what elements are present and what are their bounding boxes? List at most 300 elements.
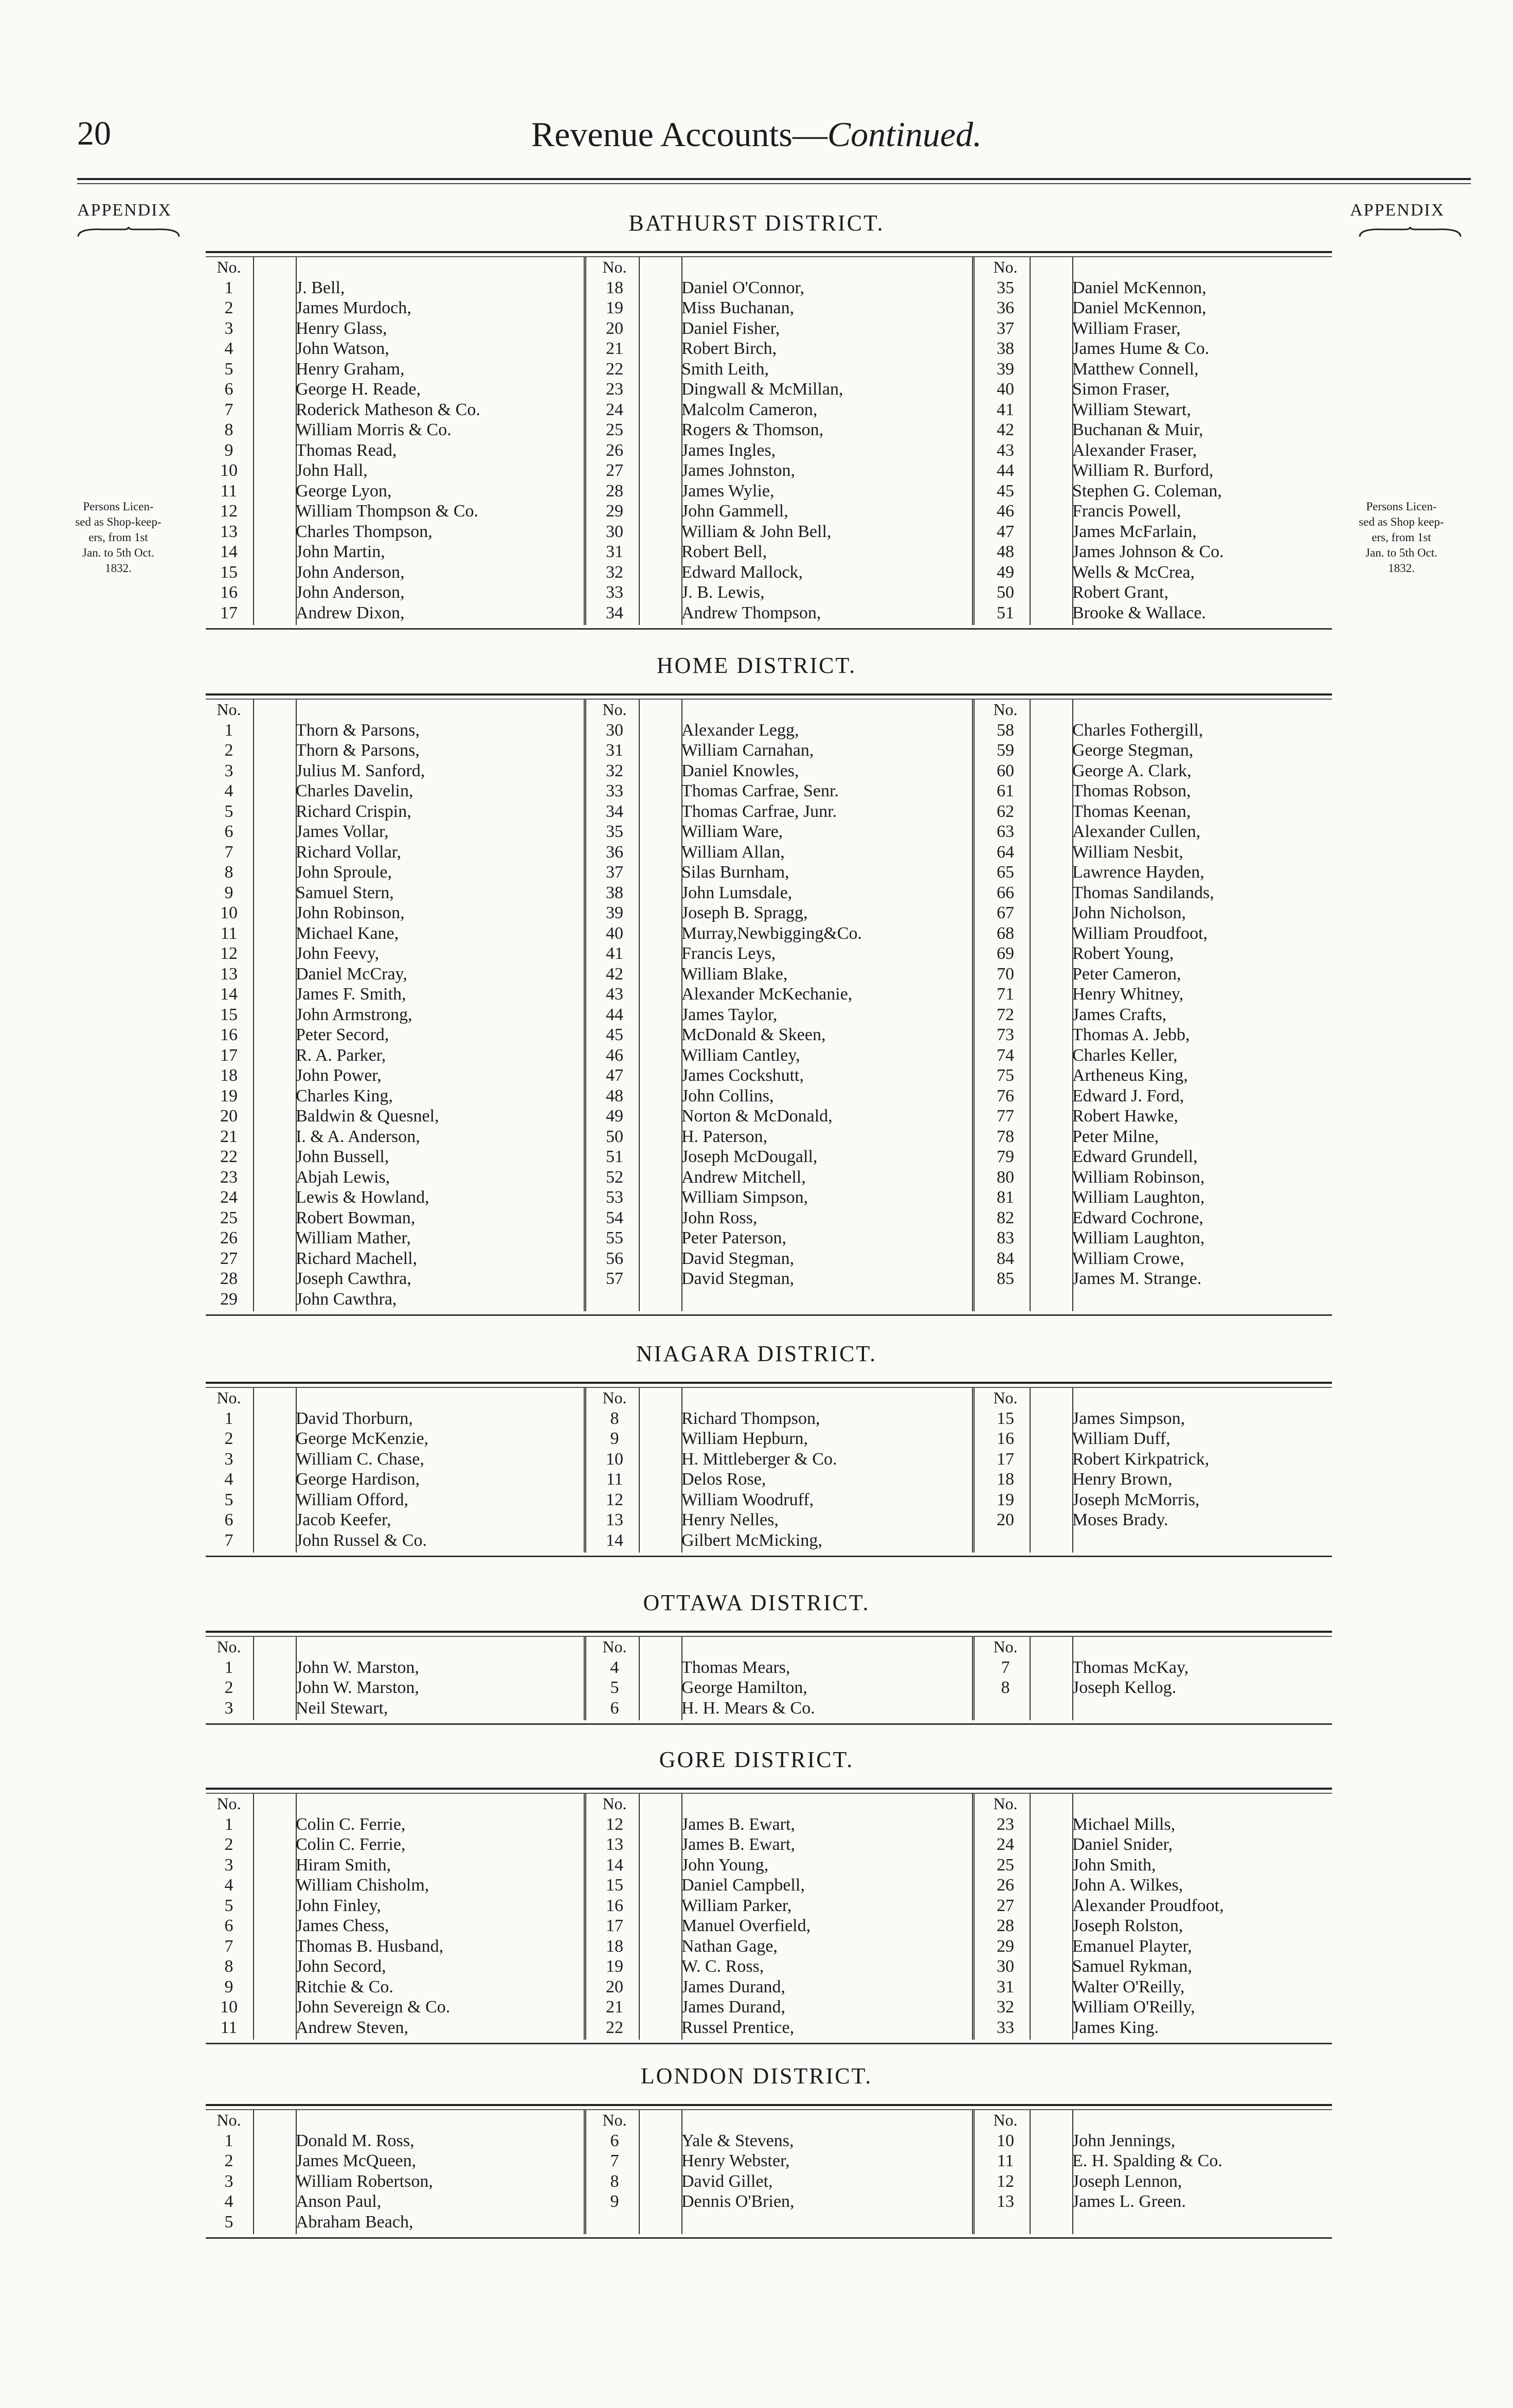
licensee-number: 19 — [220, 1086, 238, 1105]
licensee-number: 3 — [224, 1449, 233, 1469]
margin-note-line: sed as Shop keep- — [1359, 515, 1444, 528]
licensee-name: John Armstrong, — [296, 1005, 412, 1024]
column-1 — [206, 1388, 581, 1550]
running-title-main: Revenue Accounts— — [531, 115, 827, 154]
licensee-number: 51 — [606, 1147, 623, 1166]
licensee-row — [206, 400, 581, 420]
licensee-name: John Severeign & Co. — [296, 1997, 451, 2017]
licensee-row — [591, 822, 967, 842]
licensee-number: 6 — [224, 1916, 233, 1935]
licensee-row — [982, 1228, 1332, 1248]
licensee-row — [982, 2171, 1332, 2192]
licensee-row — [591, 1086, 967, 1107]
licensee-row — [206, 603, 581, 623]
licensee-number: 10 — [220, 903, 238, 922]
licensee-number: 12 — [606, 1490, 623, 1509]
licensee-name: Henry Brown, — [1072, 1470, 1173, 1489]
licensee-row — [591, 1106, 967, 1127]
licensee-row — [982, 1065, 1332, 1086]
licensee-row — [206, 2131, 581, 2151]
licensee-row — [206, 1469, 581, 1490]
licensee-name: Henry Graham, — [296, 359, 405, 379]
licensee-row — [982, 1208, 1332, 1228]
licensee-number: 41 — [997, 400, 1014, 419]
licensee-name: Charles Fothergill, — [1072, 720, 1203, 740]
licensee-number: 76 — [997, 1086, 1014, 1105]
licensee-name: John Young, — [681, 1855, 769, 1875]
licensee-name: John W. Marston, — [296, 1678, 419, 1697]
licensee-row — [982, 1657, 1332, 1678]
licensee-number: 19 — [606, 1957, 623, 1976]
licensee-name: Silas Burnham, — [681, 863, 789, 882]
licensee-number: 19 — [997, 1490, 1014, 1509]
licensee-name: William Stewart, — [1072, 400, 1191, 419]
licensee-row — [982, 278, 1332, 298]
licensee-number: 18 — [606, 1936, 623, 1956]
licensee-number: 37 — [997, 318, 1014, 338]
licensee-row — [206, 903, 581, 923]
licensee-row — [591, 603, 967, 623]
licensee-number: 70 — [997, 964, 1014, 984]
licensee-row — [982, 542, 1332, 562]
licensee-name: Rogers & Thomson, — [681, 420, 824, 439]
licensee-name: William Duff, — [1072, 1429, 1170, 1448]
licensee-number: 1 — [224, 278, 233, 297]
licensee-name: James Hume & Co. — [1072, 339, 1210, 358]
licensee-number: 44 — [606, 1005, 623, 1024]
licensee-row — [206, 1045, 581, 1066]
licensee-row — [206, 1916, 581, 1936]
licensee-name: Daniel McCray, — [296, 964, 407, 984]
licensee-row — [206, 740, 581, 761]
no-header: No. — [602, 258, 627, 276]
licensee-number: 16 — [220, 1025, 238, 1044]
licensee-row — [206, 720, 581, 741]
licensee-number: 1 — [224, 720, 233, 740]
licensee-row — [982, 923, 1332, 944]
licensee-row — [982, 1167, 1332, 1188]
column-divider — [972, 1388, 975, 1553]
column-header — [591, 257, 967, 278]
no-header: No. — [602, 1794, 627, 1813]
header-rule-thin — [77, 183, 1471, 184]
column-header — [591, 1388, 967, 1408]
licensee-name: Abraham Beach, — [296, 2212, 413, 2232]
licensee-name: Robert Grant, — [1072, 583, 1168, 602]
licensee-number: 26 — [997, 1876, 1014, 1895]
licensee-row — [982, 984, 1332, 1005]
licensee-number: 11 — [220, 923, 238, 943]
licensee-row — [206, 1408, 581, 1429]
licensee-row — [982, 1997, 1332, 2018]
niagara-district-table — [206, 1382, 1332, 1557]
licensee-name: Thorn & Parsons, — [296, 720, 420, 740]
column-divider — [584, 700, 586, 1311]
licensee-row — [206, 2151, 581, 2171]
licensee-number: 27 — [220, 1248, 238, 1268]
licensee-number: 18 — [220, 1066, 238, 1085]
licensee-name: John Cawthra, — [296, 1289, 397, 1309]
appendix-label-right: APPENDIX — [1350, 201, 1445, 220]
licensee-row — [591, 781, 967, 801]
licensee-number: 16 — [220, 583, 238, 602]
licensee-name: Buchanan & Muir, — [1072, 420, 1203, 439]
licensee-row — [206, 278, 581, 298]
licensee-name: Artheneus King, — [1072, 1066, 1188, 1085]
column-header — [206, 1388, 581, 1408]
licensee-name: Emanuel Playter, — [1072, 1936, 1192, 1956]
licensee-number: 2 — [224, 1835, 233, 1854]
licensee-name: Gilbert McMicking, — [681, 1530, 822, 1550]
licensee-row — [591, 379, 967, 400]
licensee-row — [982, 822, 1332, 842]
licensee-name: Henry Glass, — [296, 318, 387, 338]
licensee-row — [591, 1997, 967, 2018]
licensee-name: William Crowe, — [1072, 1248, 1184, 1268]
margin-note-line: Persons Licen- — [1366, 500, 1437, 513]
licensee-name: Richard Vollar, — [296, 842, 402, 862]
licensee-name: I. & A. Anderson, — [296, 1127, 420, 1146]
licensee-row — [591, 1065, 967, 1086]
licensee-row — [206, 522, 581, 542]
licensee-name: Brooke & Wallace. — [1072, 603, 1206, 622]
licensee-number: 38 — [997, 339, 1014, 358]
licensee-name: William Parker, — [681, 1896, 792, 1915]
licensee-row — [591, 400, 967, 420]
licensee-name: Robert Kirkpatrick, — [1072, 1449, 1210, 1469]
licensee-number: 19 — [606, 298, 623, 317]
column-2 — [591, 2110, 967, 2212]
licensee-row — [591, 1248, 967, 1269]
niagara-district-title: NIAGARA DISTRICT. — [636, 1341, 877, 1366]
licensee-number: 7 — [224, 400, 233, 419]
licensee-row — [591, 984, 967, 1005]
licensee-name: James Taylor, — [681, 1005, 778, 1024]
licensee-row — [206, 1814, 581, 1835]
licensee-name: Abjah Lewis, — [296, 1167, 390, 1187]
licensee-name: Richard Crispin, — [296, 801, 411, 821]
gore-district-table — [206, 1788, 1332, 2044]
licensee-number: 74 — [997, 1045, 1014, 1065]
licensee-name: James Johnston, — [681, 461, 795, 480]
licensee-number: 3 — [224, 1855, 233, 1875]
licensee-name: William Fraser, — [1072, 318, 1181, 338]
licensee-row — [982, 964, 1332, 985]
licensee-number: 43 — [997, 440, 1014, 460]
licensee-number: 38 — [606, 883, 623, 902]
licensee-name: Lawrence Hayden, — [1072, 863, 1204, 882]
licensee-row — [982, 2131, 1332, 2151]
licensee-number: 14 — [606, 1530, 623, 1550]
column-header — [206, 2110, 581, 2131]
licensee-row — [206, 781, 581, 801]
licensee-row — [591, 1698, 967, 1719]
licensee-number: 32 — [606, 761, 623, 780]
licensee-row — [982, 603, 1332, 623]
licensee-number: 67 — [997, 903, 1014, 922]
licensee-row — [591, 923, 967, 944]
licensee-number: 61 — [997, 781, 1014, 800]
licensee-row — [206, 1449, 581, 1470]
licensee-number: 39 — [606, 903, 623, 922]
licensee-name: John Ross, — [681, 1208, 758, 1227]
licensee-row — [982, 720, 1332, 741]
licensee-row — [591, 1855, 967, 1876]
licensee-row — [206, 1248, 581, 1269]
licensee-number: 8 — [224, 420, 233, 439]
licensee-number: 50 — [997, 583, 1014, 602]
licensee-row — [982, 1510, 1332, 1530]
licensee-name: George H. Reade, — [296, 380, 421, 399]
licensee-name: David Stegman, — [681, 1248, 795, 1268]
licensee-number: 12 — [220, 944, 238, 963]
licensee-row — [982, 1106, 1332, 1127]
licensee-number: 32 — [606, 562, 623, 582]
column-3 — [982, 2110, 1332, 2212]
licensee-name: Charles King, — [296, 1086, 393, 1105]
licensee-name: George McKenzie, — [296, 1429, 429, 1448]
column-3 — [982, 257, 1332, 623]
licensee-number: 29 — [997, 1936, 1014, 1956]
licensee-number: 62 — [997, 801, 1014, 821]
licensee-number: 11 — [220, 481, 238, 501]
appendix-label-left: APPENDIX — [77, 201, 172, 220]
licensee-number: 58 — [997, 720, 1014, 740]
licensee-number: 3 — [224, 318, 233, 338]
licensee-number: 83 — [997, 1228, 1014, 1247]
column-divider — [584, 257, 586, 625]
column-header — [591, 2110, 967, 2131]
licensee-row — [591, 359, 967, 380]
licensee-number: 14 — [606, 1855, 623, 1875]
licensee-number: 5 — [610, 1678, 619, 1697]
column-divider — [972, 1637, 975, 1720]
licensee-number: 45 — [997, 481, 1014, 501]
licensee-row — [982, 298, 1332, 318]
licensee-number: 7 — [224, 842, 233, 862]
licensee-number: 21 — [606, 1997, 623, 2017]
licensee-name: John Gammell, — [681, 502, 788, 521]
licensee-row — [206, 1977, 581, 1997]
licensee-name: John Watson, — [296, 339, 389, 358]
licensee-row — [206, 338, 581, 359]
no-header: No. — [602, 700, 627, 719]
licensee-name: David Thorburn, — [296, 1408, 413, 1428]
licensee-name: Daniel Snider, — [1072, 1835, 1173, 1854]
licensee-row — [982, 1678, 1332, 1698]
licensee-row — [591, 1147, 967, 1167]
licensee-name: J. Bell, — [296, 278, 345, 297]
licensee-name: Colin C. Ferrie, — [296, 1814, 406, 1834]
licensee-name: Joseph Rolston, — [1072, 1916, 1183, 1935]
licensee-name: Joseph Cawthra, — [296, 1269, 411, 1288]
licensee-number: 28 — [997, 1916, 1014, 1935]
licensee-number: 18 — [997, 1470, 1014, 1489]
column-2 — [591, 257, 967, 623]
licensee-row — [206, 862, 581, 883]
licensee-number: 49 — [606, 1107, 623, 1126]
licensee-name: Francis Leys, — [681, 944, 776, 963]
licensee-row — [206, 1490, 581, 1510]
licensee-number: 22 — [606, 359, 623, 379]
licensee-row — [982, 1005, 1332, 1025]
licensee-name: Nathan Gage, — [681, 1936, 778, 1956]
licensee-number: 40 — [997, 380, 1014, 399]
licensee-name: John Secord, — [296, 1957, 386, 1976]
licensee-number: 46 — [606, 1045, 623, 1065]
licensee-name: Stephen G. Coleman, — [1072, 481, 1222, 501]
licensee-number: 31 — [606, 542, 623, 561]
margin-note-line: Jan. to 5th Oct. — [1365, 546, 1437, 559]
licensee-number: 66 — [997, 883, 1014, 902]
licensee-row — [206, 1127, 581, 1147]
column-divider — [972, 2110, 975, 2234]
licensee-number: 25 — [606, 420, 623, 439]
no-header: No. — [217, 700, 241, 719]
licensee-number: 55 — [606, 1228, 623, 1247]
licensee-name: Richard Thompson, — [681, 1408, 820, 1428]
licensee-row — [982, 2151, 1332, 2171]
licensee-row — [591, 1208, 967, 1228]
licensee-name: Daniel Knowles, — [681, 761, 799, 780]
licensee-name: John Nicholson, — [1072, 903, 1186, 922]
table-bottom-rule — [206, 1314, 1332, 1316]
licensee-row — [206, 582, 581, 603]
licensee-number: 35 — [997, 278, 1014, 297]
licensee-row — [982, 1086, 1332, 1107]
licensee-row — [206, 1936, 581, 1957]
licensee-row — [591, 1449, 967, 1470]
licensee-number: 82 — [997, 1208, 1014, 1227]
table-columns — [206, 700, 1332, 1315]
licensee-number: 1 — [224, 1408, 233, 1428]
licensee-name: Simon Fraser, — [1072, 380, 1170, 399]
licensee-number: 6 — [224, 822, 233, 841]
licensee-number: 27 — [997, 1896, 1014, 1915]
licensee-number: 33 — [606, 583, 623, 602]
licensee-number: 11 — [220, 2018, 238, 2037]
licensee-number: 37 — [606, 863, 623, 882]
licensee-row — [591, 1814, 967, 1835]
licensee-number: 56 — [606, 1248, 623, 1268]
no-header: No. — [217, 1388, 241, 1407]
licensee-name: William Offord, — [296, 1490, 408, 1509]
licensee-name: Thomas Keenan, — [1072, 801, 1191, 821]
column-divider — [584, 1637, 586, 1720]
licensee-row — [206, 1678, 581, 1698]
licensee-row — [591, 964, 967, 985]
licensee-name: Lewis & Howland, — [296, 1188, 429, 1207]
licensee-number: 64 — [997, 842, 1014, 862]
licensee-row — [982, 1449, 1332, 1470]
licensee-number: 68 — [997, 923, 1014, 943]
table-bottom-rule — [206, 2043, 1332, 2044]
licensee-row — [982, 501, 1332, 522]
licensee-number: 18 — [606, 278, 623, 297]
licensee-row — [591, 542, 967, 562]
licensee-name: John Smith, — [1072, 1855, 1156, 1875]
licensee-number: 15 — [220, 1005, 238, 1024]
licensee-number: 47 — [997, 522, 1014, 541]
licensee-row — [982, 1896, 1332, 1916]
licensee-row — [591, 1657, 967, 1678]
licensee-number: 77 — [997, 1107, 1014, 1126]
licensee-row — [206, 761, 581, 781]
licensee-name: Russel Prentice, — [681, 2018, 795, 2037]
licensee-row — [591, 883, 967, 903]
licensee-name: Daniel Campbell, — [681, 1876, 805, 1895]
licensee-number: 29 — [220, 1289, 238, 1309]
no-header: No. — [602, 1637, 627, 1656]
licensee-name: Alexander Fraser, — [1072, 440, 1197, 460]
licensee-row — [591, 2191, 967, 2212]
licensee-row — [591, 562, 967, 583]
licensee-name: Daniel Fisher, — [681, 318, 780, 338]
licensee-number: 11 — [997, 2151, 1014, 2170]
licensee-row — [206, 1147, 581, 1167]
licensee-name: Norton & McDonald, — [681, 1107, 833, 1126]
licensee-number: 10 — [220, 1997, 238, 2017]
licensee-number: 1 — [224, 1657, 233, 1677]
licensee-row — [206, 984, 581, 1005]
licensee-name: John Bussell, — [296, 1147, 389, 1166]
licensee-number: 10 — [606, 1449, 623, 1469]
licensee-number: 52 — [606, 1167, 623, 1187]
no-header: No. — [993, 1388, 1018, 1407]
licensee-name: James Crafts, — [1072, 1005, 1167, 1024]
licensee-name: Richard Machell, — [296, 1248, 418, 1268]
licensee-name: William Simpson, — [681, 1188, 808, 1207]
licensee-number: 65 — [997, 863, 1014, 882]
licensee-row — [206, 1855, 581, 1876]
licensee-name: Ritchie & Co. — [296, 1977, 393, 1996]
licensee-number: 4 — [224, 1470, 233, 1489]
licensee-row — [206, 1167, 581, 1188]
licensee-row — [206, 359, 581, 380]
licensee-row — [982, 903, 1332, 923]
licensee-number: 13 — [606, 1835, 623, 1854]
licensee-number: 75 — [997, 1066, 1014, 1085]
licensee-number: 34 — [606, 801, 623, 821]
licensee-number: 42 — [997, 420, 1014, 439]
licensee-name: Henry Whitney, — [1072, 985, 1184, 1004]
licensee-name: James F. Smith, — [296, 985, 406, 1004]
column-3 — [982, 1637, 1332, 1698]
licensee-row — [206, 842, 581, 863]
licensee-number: 4 — [224, 2192, 233, 2211]
licensee-row — [206, 542, 581, 562]
margin-note-line: 1832. — [1388, 562, 1415, 575]
licensee-number: 48 — [606, 1086, 623, 1105]
licensee-name: David Gillet, — [681, 2171, 773, 2191]
licensee-number: 36 — [606, 842, 623, 862]
licensee-number: 23 — [220, 1167, 238, 1187]
licensee-row — [982, 740, 1332, 761]
licensee-name: W. C. Ross, — [681, 1957, 764, 1976]
column-header — [591, 1794, 967, 1814]
licensee-name: J. B. Lewis, — [681, 583, 765, 602]
licensee-name: George Stegman, — [1072, 741, 1194, 760]
licensee-row — [206, 1065, 581, 1086]
margin-note-line: Persons Licen- — [83, 500, 154, 513]
column-2 — [591, 1637, 967, 1718]
licensee-name: Joseph McMorris, — [1072, 1490, 1200, 1509]
licensee-number: 30 — [606, 522, 623, 541]
licensee-name: John A. Wilkes, — [1072, 1876, 1183, 1895]
licensee-row — [591, 2151, 967, 2171]
licensee-number: 71 — [997, 985, 1014, 1004]
licensee-row — [206, 298, 581, 318]
